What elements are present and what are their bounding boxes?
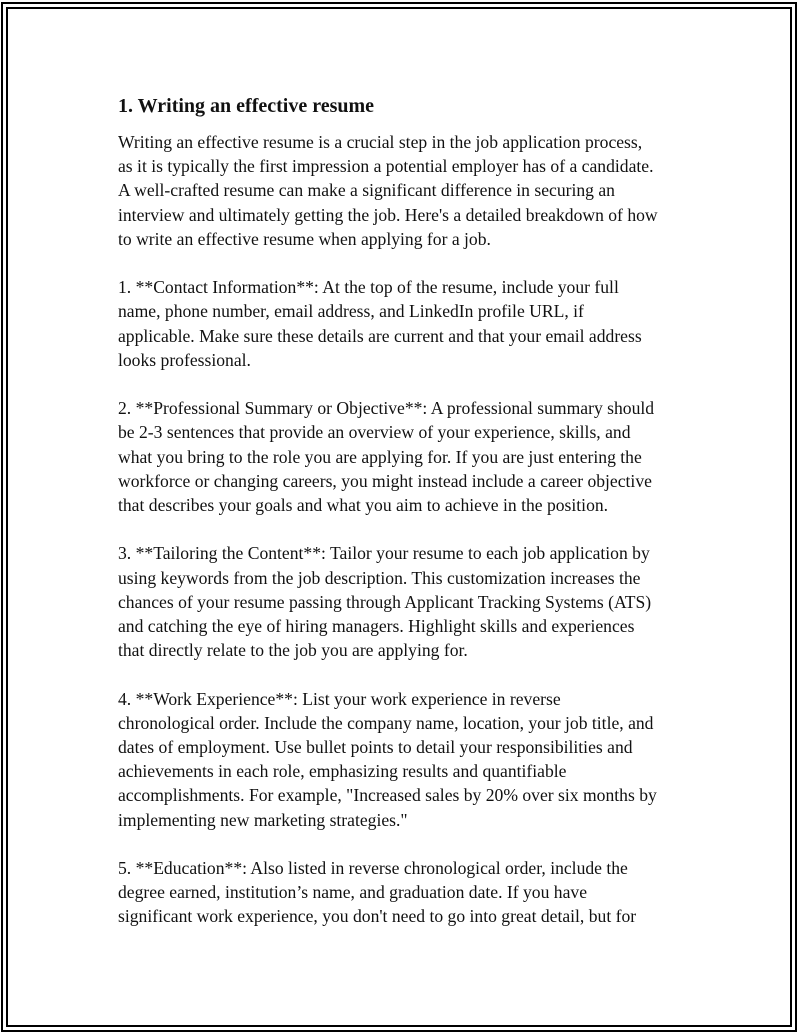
text-line: applicable. Make sure these details are current and that your email address [118, 325, 642, 346]
tailoring-content-paragraph [118, 541, 693, 662]
text-line: 2. **Professional Summary or Objective**: A professional summary should [118, 398, 655, 419]
text-line: implementing new marketing strategies." [118, 809, 408, 830]
document-body [118, 92, 693, 953]
text-line: workforce or changing careers, you might instead include a career objective [118, 470, 652, 491]
text-line: looks professional. [118, 349, 251, 370]
education-paragraph [118, 856, 693, 929]
text-line: to write an effective resume when applying for a job. [118, 228, 491, 249]
text-line: chronological order. Include the company name, location, your job title, and [118, 712, 654, 733]
text-line: as it is typically the first impression a potential employer has of a candidate. [118, 156, 654, 177]
text-line: 5. **Education**: Also listed in reverse chronological order, include the [118, 858, 628, 879]
text-line: using keywords from the job description. This customization increases the [118, 567, 641, 588]
text-line: 1. **Contact Information**: At the top of the resume, include your full [118, 277, 619, 298]
text-line: 3. **Tailoring the Content**: Tailor your resume to each job application by [118, 543, 650, 564]
text-line: that directly relate to the job you are applying for. [118, 640, 468, 661]
text-line: that describes your goals and what you aim to achieve in the position. [118, 495, 609, 516]
text-line: name, phone number, email address, and LinkedIn profile URL, if [118, 301, 584, 322]
contact-information-paragraph [118, 275, 693, 372]
text-line: significant work experience, you don't need to go into great detail, but for [118, 906, 637, 927]
text-line: be 2-3 sentences that provide an overview of your experience, skills, and [118, 422, 631, 443]
text-line: what you bring to the role you are applying for. If you are just entering the [118, 446, 642, 467]
text-line: accomplishments. For example, "Increased sales by 20% over six months by [118, 785, 657, 806]
work-experience-paragraph [118, 687, 693, 832]
text-line: 4. **Work Experience**: List your work experience in reverse [118, 688, 561, 709]
text-line: A well-crafted resume can make a significant difference in securing an [118, 180, 615, 201]
text-line: achievements in each role, emphasizing results and quantifiable [118, 761, 567, 782]
section-heading: 1. Writing an effective resume [118, 95, 375, 117]
intro-paragraph [118, 130, 693, 251]
text-line: Writing an effective resume is a crucial step in the job application process, [118, 132, 643, 152]
text-line: degree earned, institution’s name, and graduation date. If you have [118, 882, 588, 903]
text-line: dates of employment. Use bullet points to detail your responsibilities and [118, 737, 633, 758]
text-line: interview and ultimately getting the job. Here's a detailed breakdown of how [118, 204, 658, 225]
text-line: and catching the eye of hiring managers. Highlight skills and experiences [118, 616, 635, 637]
professional-summary-paragraph [118, 396, 693, 517]
text-line: chances of your resume passing through Applicant Tracking Systems (ATS) [118, 591, 652, 612]
